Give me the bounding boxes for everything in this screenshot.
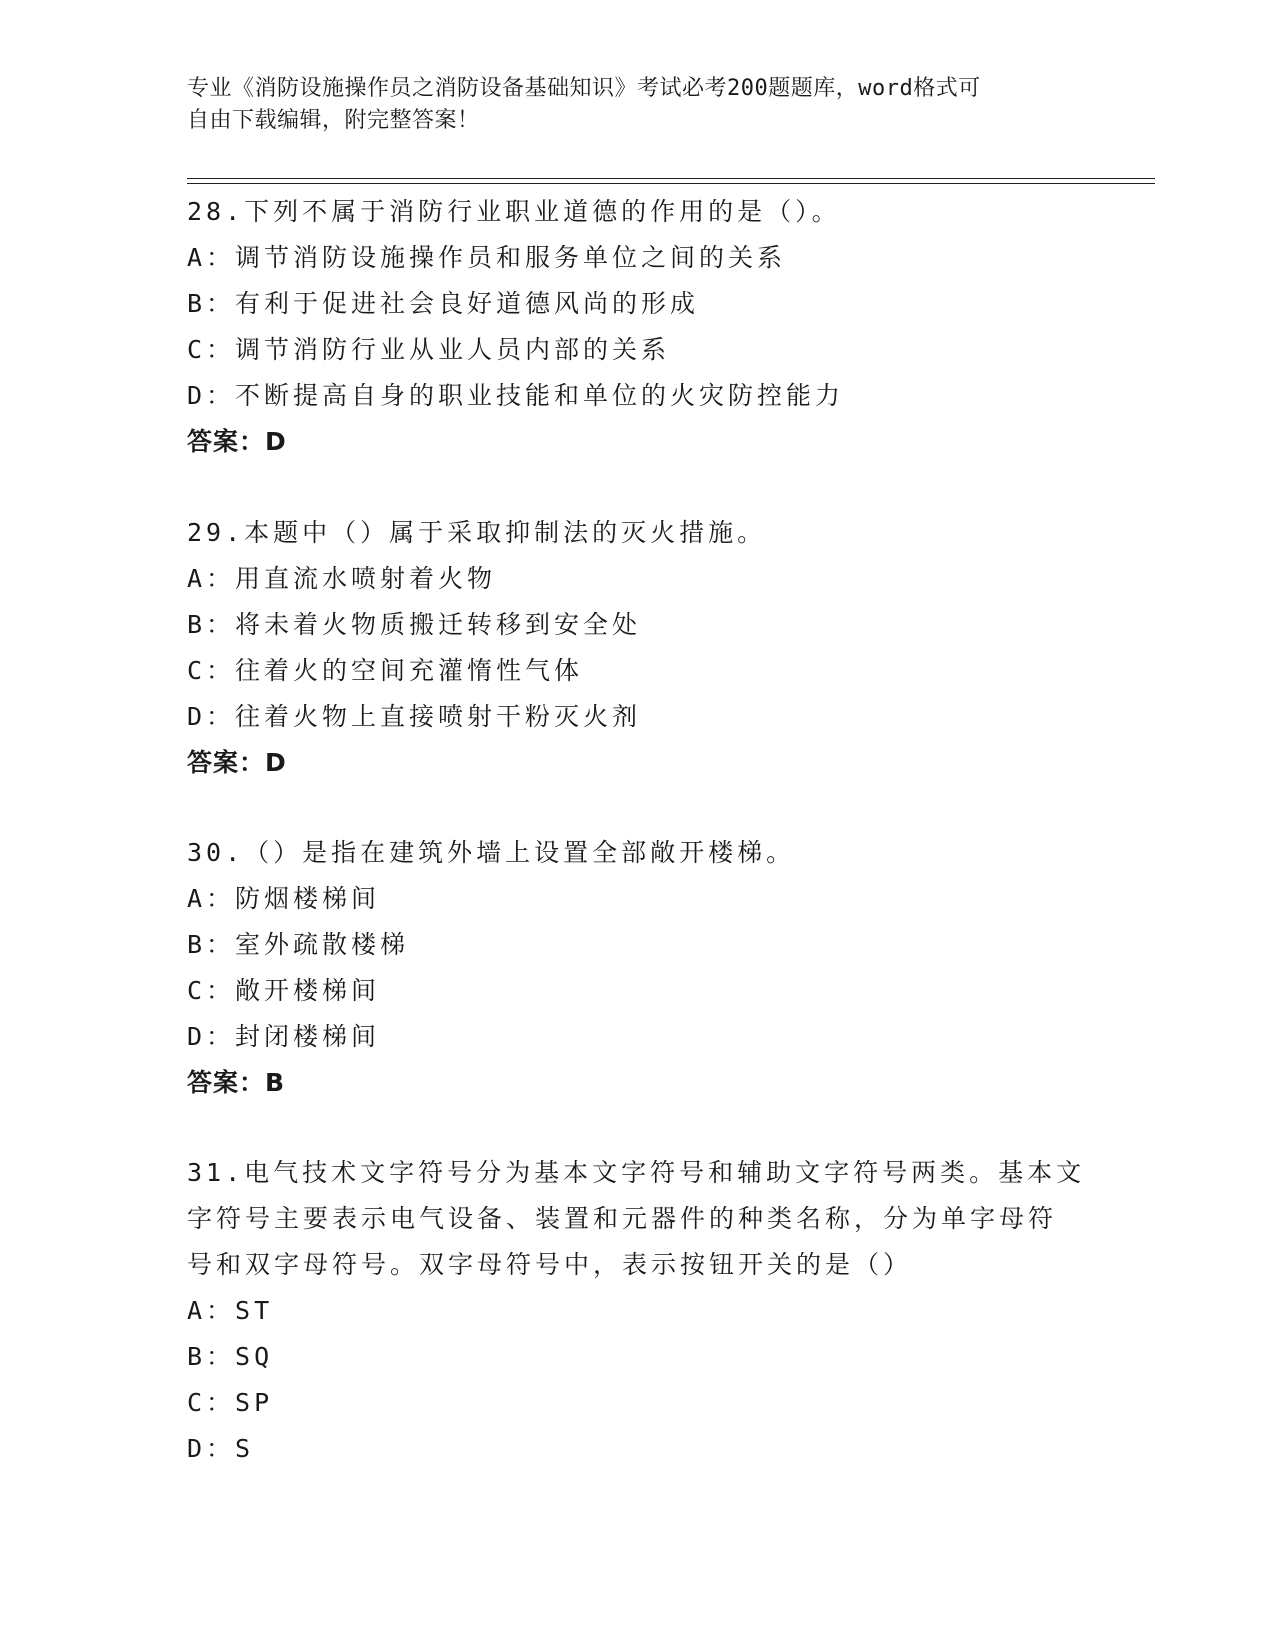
question-stem: 30.（）是指在建筑外墙上设置全部敞开楼梯。 (187, 838, 796, 867)
option-c: C：调节消防行业从业人员内部的关系 (187, 335, 671, 364)
question-stem: 28.下列不属于消防行业职业道德的作用的是（）。 (187, 197, 841, 226)
option-b: B：室外疏散楼梯 (187, 930, 410, 959)
option-b: B：将未着火物质搬迁转移到安全处 (187, 610, 642, 639)
document-header (187, 73, 1087, 137)
option-b: B：SQ (187, 1342, 274, 1371)
question-31 (187, 1150, 1087, 1472)
option-a: A：ST (187, 1296, 274, 1325)
answer-label: 答案：D (187, 427, 287, 456)
header-title-line-1: 专业《消防设施操作员之消防设备基础知识》考试必考200题题库，word格式可 (187, 76, 981, 101)
header-title-line-2: 自由下载编辑，附完整答案！ (187, 108, 480, 133)
option-d: D：封闭楼梯间 (187, 1022, 381, 1051)
option-a: A：防烟楼梯间 (187, 884, 381, 913)
question-30 (187, 830, 1087, 1106)
option-d: D：不断提高自身的职业技能和单位的火灾防控能力 (187, 381, 845, 410)
option-c: C：敞开楼梯间 (187, 976, 381, 1005)
question-stem-line-2: 字符号主要表示电气设备、装置和元器件的种类名称，分为单字母符 (187, 1204, 1058, 1233)
question-28 (187, 189, 1087, 465)
question-stem: 29.本题中（）属于采取抑制法的灭火措施。 (187, 518, 767, 547)
question-stem-line-1: 31.电气技术文字符号分为基本文字符号和辅助文字符号两类。基本文 (187, 1158, 1086, 1187)
question-29 (187, 510, 1087, 786)
header-divider-top (187, 178, 1155, 179)
option-c: C：SP (187, 1388, 274, 1417)
header-divider-bottom (187, 183, 1155, 184)
option-c: C：往着火的空间充灌惰性气体 (187, 656, 584, 685)
answer-label: 答案：B (187, 1068, 286, 1097)
option-b: B：有利于促进社会良好道德风尚的形成 (187, 289, 700, 318)
option-d: D：往着火物上直接喷射干粉灭火剂 (187, 702, 642, 731)
option-a: A：用直流水喷射着火物 (187, 564, 497, 593)
answer-label: 答案：D (187, 748, 287, 777)
option-d: D：S (187, 1434, 255, 1463)
question-stem-line-3: 号和双字母符号。双字母符号中，表示按钮开关的是（） (187, 1250, 913, 1279)
option-a: A：调节消防设施操作员和服务单位之间的关系 (187, 243, 787, 272)
